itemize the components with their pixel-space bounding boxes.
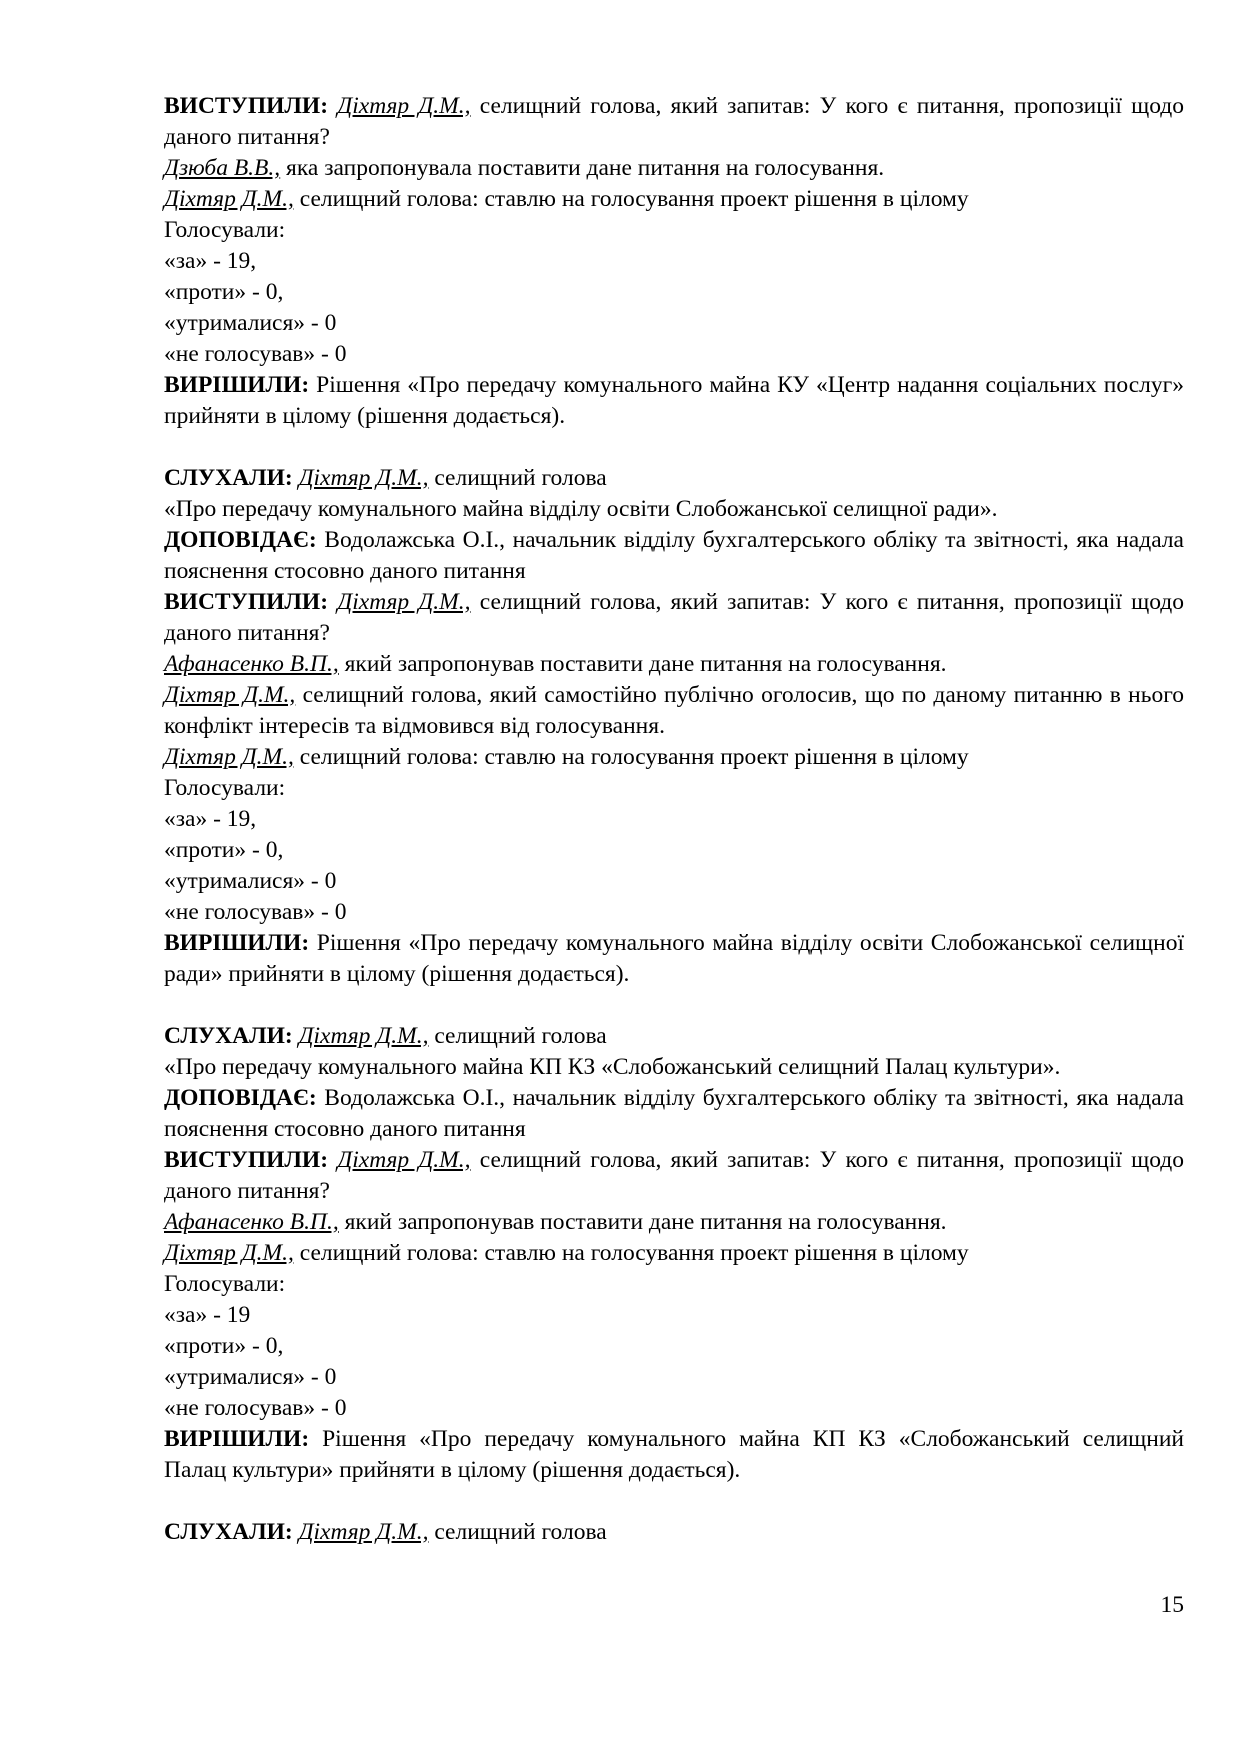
paragraph-text: «утрималися» - 0 — [164, 310, 337, 336]
paragraph-text: селищний голова, який запитав: У кого є питання, пропозиції щодо даного питання? — [164, 589, 1185, 646]
person-name: Афанасенко В.П., — [164, 1209, 339, 1235]
paragraph-text: Рішення «Про передачу комунального майна КУ «Центр надання соціальних послуг» прийняти в цілому (рішення додається). — [164, 372, 1184, 429]
paragraph-text — [328, 589, 337, 615]
paragraph — [164, 277, 1184, 308]
paragraph-text: селищний голова: ставлю на голосування проект рішення в цілому — [293, 186, 969, 212]
paragraph-text: Водолажська О.І., начальник відділу бухгалтерського обліку та звітності, яка надала пояснення стосовно даного питання — [164, 1085, 1184, 1142]
paragraph — [164, 370, 1184, 432]
section-label: ДОПОВІДАЄ: — [164, 527, 317, 553]
section-label: СЛУХАЛИ: — [164, 1023, 293, 1049]
paragraph — [164, 184, 1184, 215]
paragraph-text: Голосували: — [164, 1271, 286, 1297]
paragraph-text: Рішення «Про передачу комунального майна КП КЗ «Слобожанський селищний Палац культури» прийняти в цілому (рішення додається). — [164, 1426, 1184, 1483]
person-name: Афанасенко В.П., — [164, 651, 339, 677]
paragraph-text: «проти» - 0, — [164, 1333, 284, 1359]
paragraph — [164, 215, 1184, 246]
person-name: Дзюба В.В., — [164, 155, 281, 181]
person-name: Діхтяр Д.М., — [298, 1023, 429, 1049]
paragraph-text: селищний голова, який запитав: У кого є питання, пропозиції щодо даного питання? — [164, 1147, 1185, 1204]
paragraph — [164, 587, 1184, 649]
paragraph-text: «за» - 19, — [164, 806, 257, 832]
paragraph — [164, 246, 1184, 277]
paragraph — [164, 773, 1184, 804]
paragraph — [164, 153, 1184, 184]
person-name: Діхтяр Д.М., — [164, 682, 296, 708]
paragraph-text: селищний голова — [428, 1519, 607, 1545]
section-label: ДОПОВІДАЄ: — [164, 1085, 317, 1111]
paragraph-text: селищний голова, який самостійно публічно оголосив, що по даному питанню в нього конфлікт інтересів та відмовився від голосування. — [164, 682, 1184, 739]
paragraph — [164, 339, 1184, 370]
paragraph — [164, 866, 1184, 897]
paragraph-text: «Про передачу комунального майна відділу освіти Слобожанської селищної ради». — [164, 496, 998, 522]
paragraph — [164, 1021, 1184, 1052]
paragraph-text: Голосували: — [164, 217, 286, 243]
paragraph — [164, 804, 1184, 835]
paragraph-text — [328, 1147, 337, 1173]
section-label: ВИРІШИЛИ: — [164, 930, 310, 956]
person-name: Діхтяр Д.М., — [337, 589, 471, 615]
person-name: Діхтяр Д.М., — [164, 186, 294, 212]
paragraph-text: «за» - 19, — [164, 248, 257, 274]
paragraph-text: яка запропонувала поставити дане питання на голосування. — [280, 155, 885, 181]
paragraph-text: селищний голова — [428, 1023, 607, 1049]
document-page — [164, 91, 1184, 1548]
section-label: ВИРІШИЛИ: — [164, 372, 310, 398]
paragraph-text: який запропонував поставити дане питання на голосування. — [338, 1209, 947, 1235]
paragraph — [164, 525, 1184, 587]
paragraph-text: «утрималися» - 0 — [164, 868, 337, 894]
paragraph — [164, 1083, 1184, 1145]
paragraph — [164, 1145, 1184, 1207]
paragraph — [164, 1269, 1184, 1300]
section-label: ВИРІШИЛИ: — [164, 1426, 310, 1452]
section-label: СЛУХАЛИ: — [164, 1519, 293, 1545]
paragraph — [164, 680, 1184, 742]
paragraph-text: Голосували: — [164, 775, 286, 801]
paragraph-gap — [164, 432, 1184, 463]
person-name: Діхтяр Д.М., — [164, 1240, 294, 1266]
paragraph-text: «не голосував» - 0 — [164, 341, 347, 367]
paragraph — [164, 494, 1184, 525]
section-label: ВИСТУПИЛИ: — [164, 93, 329, 119]
paragraph-gap — [164, 990, 1184, 1021]
paragraph-text: «проти» - 0, — [164, 279, 284, 305]
paragraph-text: «не голосував» - 0 — [164, 899, 347, 925]
paragraph — [164, 897, 1184, 928]
paragraph-text — [328, 93, 337, 119]
paragraph — [164, 742, 1184, 773]
page-number: 15 — [1160, 1592, 1184, 1618]
paragraph — [164, 835, 1184, 866]
paragraph-text: «за» - 19 — [164, 1302, 251, 1328]
paragraph-text: Рішення «Про передачу комунального майна відділу освіти Слобожанської селищної ради» прийняти в цілому (рішення додається). — [164, 930, 1184, 987]
paragraph — [164, 1207, 1184, 1238]
paragraph — [164, 1362, 1184, 1393]
paragraph-text: селищний голова: ставлю на голосування проект рішення в цілому — [293, 1240, 969, 1266]
person-name: Діхтяр Д.М., — [337, 1147, 471, 1173]
person-name: Діхтяр Д.М., — [164, 744, 294, 770]
paragraph-text: селищний голова: ставлю на голосування проект рішення в цілому — [293, 744, 969, 770]
paragraph — [164, 308, 1184, 339]
paragraph — [164, 1393, 1184, 1424]
section-label: ВИСТУПИЛИ: — [164, 1147, 329, 1173]
paragraph — [164, 1300, 1184, 1331]
paragraph — [164, 928, 1184, 990]
paragraph — [164, 1238, 1184, 1269]
paragraph — [164, 1424, 1184, 1486]
paragraph-text: «Про передачу комунального майна КП КЗ «Слобожанський селищний Палац культури». — [164, 1054, 1061, 1080]
person-name: Діхтяр Д.М., — [298, 1519, 429, 1545]
paragraph — [164, 1331, 1184, 1362]
paragraph-text: «утрималися» - 0 — [164, 1364, 337, 1390]
paragraph-text: селищний голова, який запитав: У кого є питання, пропозиції щодо даного питання? — [164, 93, 1185, 150]
paragraph-text: Водолажська О.І., начальник відділу бухгалтерського обліку та звітності, яка надала пояснення стосовно даного питання — [164, 527, 1184, 584]
paragraph-gap — [164, 1486, 1184, 1517]
paragraph — [164, 91, 1184, 153]
paragraph-text: «не голосував» - 0 — [164, 1395, 347, 1421]
person-name: Діхтяр Д.М., — [298, 465, 429, 491]
section-label: СЛУХАЛИ: — [164, 465, 293, 491]
paragraph-text: «проти» - 0, — [164, 837, 284, 863]
paragraph — [164, 1052, 1184, 1083]
paragraph — [164, 1517, 1184, 1548]
paragraph-text: який запропонував поставити дане питання на голосування. — [338, 651, 947, 677]
person-name: Діхтяр Д.М., — [337, 93, 471, 119]
paragraph — [164, 649, 1184, 680]
section-label: ВИСТУПИЛИ: — [164, 589, 329, 615]
paragraph-text: селищний голова — [428, 465, 607, 491]
paragraph — [164, 463, 1184, 494]
